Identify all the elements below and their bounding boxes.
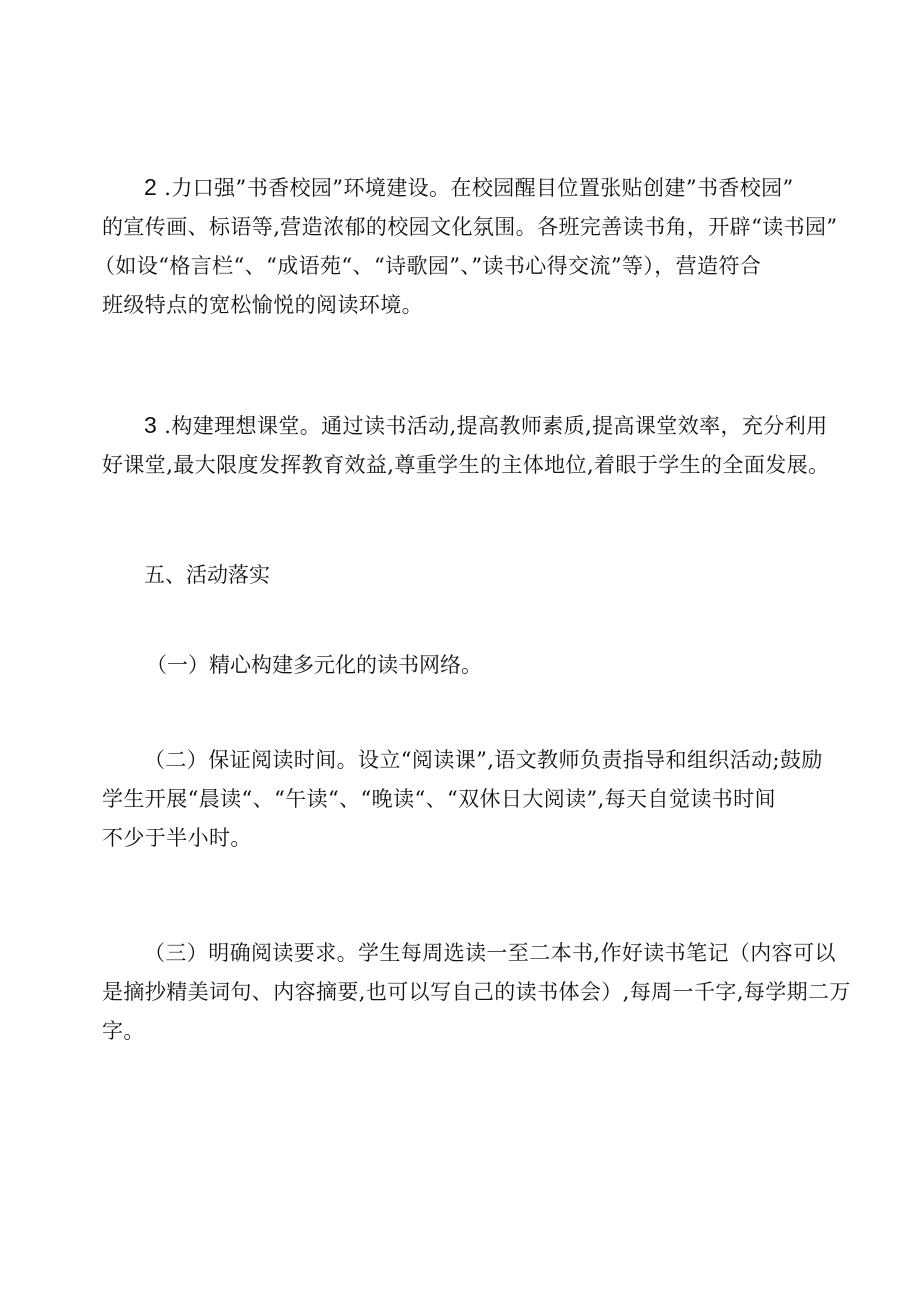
paragraph-line: 不少于半小时。 [102, 826, 252, 850]
paragraph-line: 字。 [102, 1019, 145, 1043]
line-text: .力口强”书香校园”环境建设。在校园醒目位置张贴创建”书香校园” [164, 176, 794, 200]
section-number: 3 [144, 412, 158, 438]
section-number: 2 [144, 174, 158, 200]
item-one: （一）精心构建多元化的读书网络。 [146, 653, 482, 677]
paragraph-line [102, 406, 828, 446]
item-three-paragraph [102, 934, 851, 1051]
paragraph-line: 是摘抄精美词句、内容摘要,也可以写自己的读书体会）,每周一千字,每学期二万 [102, 980, 851, 1004]
paragraph-line: 的宣传画、标语等,营造浓郁的校园文化氛围。各班完善读书角，开辟“读书园” [102, 215, 838, 239]
paragraph-line: 好课堂,最大限度发挥教育效益,尊重学生的主体地位,着眼于学生的全面发展。 [102, 453, 830, 477]
item-two-paragraph [102, 741, 823, 858]
paragraph-line: （三）明确阅读要求。学生每周选读一至二本书,作好读书笔记（内容可以 [144, 941, 836, 965]
paragraph-line: 学生开展“晨读“、“午读“、“晚读“、“双休日大阅读”,每天自觉读书时间 [102, 787, 776, 811]
section-2-paragraph [94, 168, 838, 325]
paragraph-line: （二）保证阅读时间。设立“阅读课”,语文教师负责指导和组织活动;鼓励 [144, 748, 823, 772]
line-text: .构建理想课堂。通过读书活动,提高教师素质,提高课堂效率，充分利用 [164, 414, 828, 438]
section-heading: 五、活动落实 [144, 563, 270, 587]
section-3-paragraph [102, 406, 830, 485]
paragraph-line: 班级特点的宽松愉悦的阅读环境。 [102, 293, 423, 317]
paragraph-line [102, 168, 818, 208]
paragraph-line: （如设“格言栏“、“成语苑“、“诗歌园”、”读书心得交流”等），营造符合 [94, 254, 762, 278]
